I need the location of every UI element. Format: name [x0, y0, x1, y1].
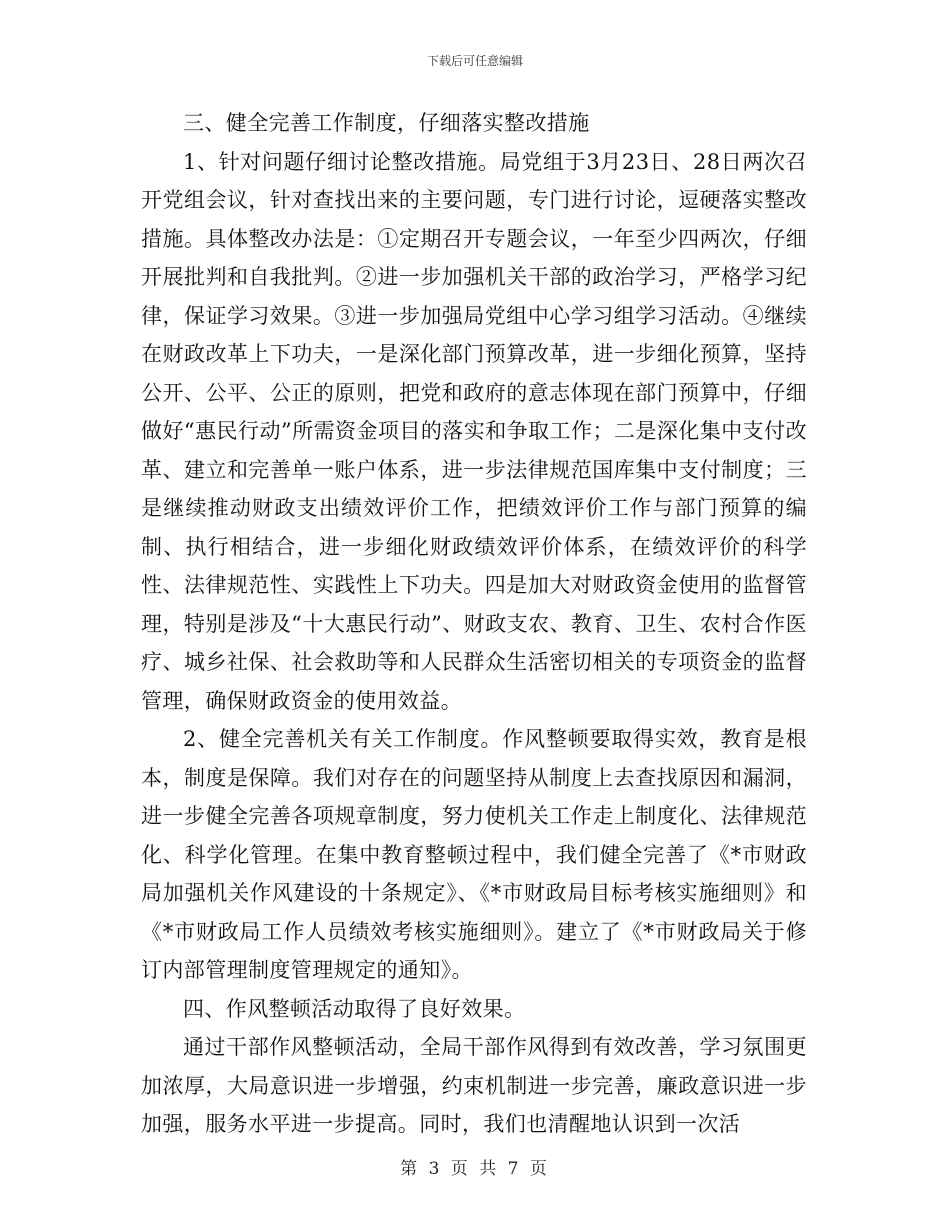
section-heading-four: 四、作风整顿活动取得了良好效果。	[183, 996, 526, 1021]
paragraph-results: 通过干部作风整顿活动，全局干部作风得到有效改善，学习氛围更加浓厚，大局意识进一步增强，约束机制进一步完善，廉政意识进一步加强，服务水平进一步提高。同时，我们也清醒地认识到一次活	[141, 1035, 807, 1136]
paragraph-item-one: 1、针对问题仔细讨论整改措施。局党组于3月23日、28日两次召开党组会议，针对查找出来的主要问题，专门进行讨论，逗硬落实整改措施。具体整改办法是：①定期召开专题会议，一年至少四两次，仔细开展批判和自我批判。②进一步加强机关干部的政治学习，严格学习纪律，保证学习效果。③进一步加强局党组中心学习组学习活动。④继续在财政改革上下功夫，一是深化部门预算改革，进一步细化预算，坚持公开、公平、公正的原则，把党和政府的意志体现在部门预算中，仔细做好“惠民行动”所需资金项目的落实和争取工作；二是深化集中支付改革、建立和完善单一账户体系，进一步法律规范国库集中支付制度；三是继续推动财政支出绩效评价工作，把绩效评价工作与部门预算的编制、执行相结合，进一步细化财政绩效评价体系，在绩效评价的科学性、法律规范性、实践性上下功夫。四是加大对财政资金使用的监督管理，特别是涉及“十大惠民行动”、财政支农、教育、卫生、农村合作医疗、城乡社保、社会救助等和人民群众生活密切相关的专项资金的监督管理，确保财政资金的使用效益。	[141, 149, 807, 713]
header-note: 下载后可任意编辑	[426, 54, 523, 68]
paragraph-item-two: 2、健全完善机关有关工作制度。作风整顿要取得实效，教育是根本，制度是保障。我们对存在的问题坚持从制度上去查找原因和漏洞，进一步健全完善各项规章制度，努力使机关工作走上制度化、法律规范化、科学化管理。在集中教育整顿过程中，我们健全完善了《*市财政局加强机关作风建设的十条规定》、《*市财政局目标考核实施细则》和《*市财政局工作人员绩效考核实施细则》。建立了《*市财政局关于修订内部管理制度管理规定的通知》。	[141, 727, 807, 982]
page-number-footer: 第 3 页 共 7 页	[400, 1159, 550, 1179]
section-heading-three: 三、健全完善工作制度，仔细落实整改措施	[183, 111, 590, 135]
document-body	[141, 104, 807, 1144]
